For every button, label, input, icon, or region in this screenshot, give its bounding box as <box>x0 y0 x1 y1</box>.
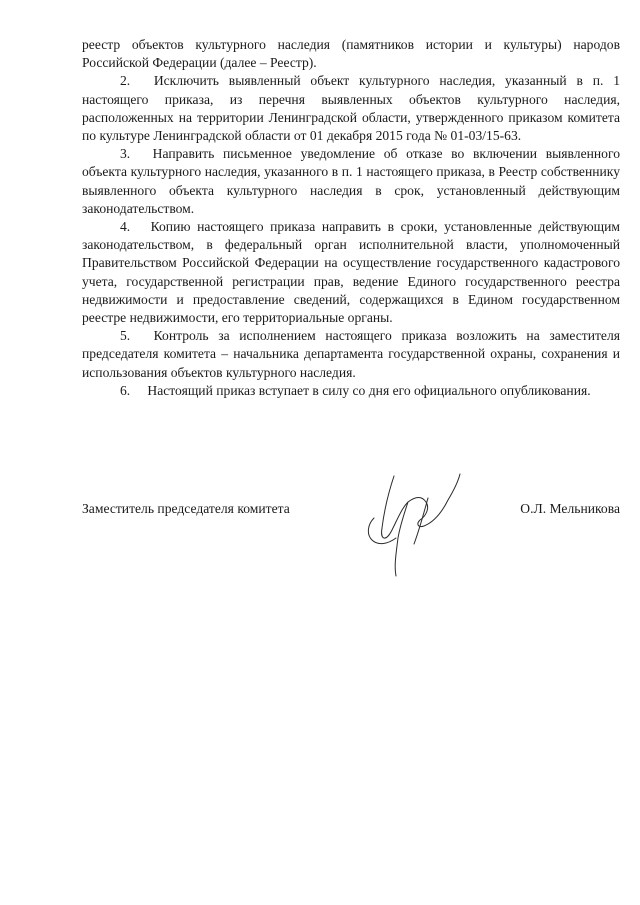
signer-name: О.Л. Мельникова <box>520 501 620 516</box>
intro-paragraph: реестр объектов культурного наследия (памятников истории и культуры) народов Российской Федерации (далее – Реестр). <box>82 37 620 71</box>
item-text: Настоящий приказ вступает в силу со дня его официального опубликования. <box>147 382 591 398</box>
item-number: 6. <box>120 382 131 398</box>
item-number: 2. <box>120 73 131 89</box>
item-6 <box>82 382 620 400</box>
item-text: Контроль за исполнением настоящего приказа возложить на заместителя председателя комитета – начальника департамента государственной охраны, сохранения и использования объектов культурного наследия. <box>82 328 621 380</box>
item-number: 3. <box>120 146 131 162</box>
signature-block <box>82 500 620 520</box>
signer-position: Заместитель председателя комитета <box>82 501 290 516</box>
item-text: Копию настоящего приказа направить в сроки, установленные действующим законодательством, в федеральный орган исполнительной власти, уполномоченный Правительством Российской Федерации на осуществление государственного кадастрового учета, государственной регистрации прав, ведение Единого государственного реестра недвижимости и предоставление сведений, содержащихся в Едином государственном реестре недвижимости, его территориальные органы. <box>82 219 620 326</box>
item-5 <box>82 327 620 382</box>
item-number: 5. <box>120 328 131 344</box>
handwritten-signature <box>364 468 464 580</box>
item-text: Направить письменное уведомление об отказе во включении выявленного объекта культурного наследия, указанного в п. 1 настоящего приказа, в Реестр собственнику выявленного объекта культурного наследия в срок, установленный действующим законодательством. <box>82 146 620 216</box>
item-4 <box>82 218 620 327</box>
document-body <box>82 36 620 400</box>
item-number: 4. <box>120 219 131 235</box>
item-3 <box>82 145 620 218</box>
item-text: Исключить выявленный объект культурного наследия, указанный в п. 1 настоящего приказа, из перечня выявленных объектов культурного наследия, расположенных на территории Ленинградской области, утвержденного приказом комитета по культуре Ленинградской области от 01 декабря 2015 года № 01-03/15-63. <box>82 73 620 144</box>
item-2 <box>82 72 620 145</box>
